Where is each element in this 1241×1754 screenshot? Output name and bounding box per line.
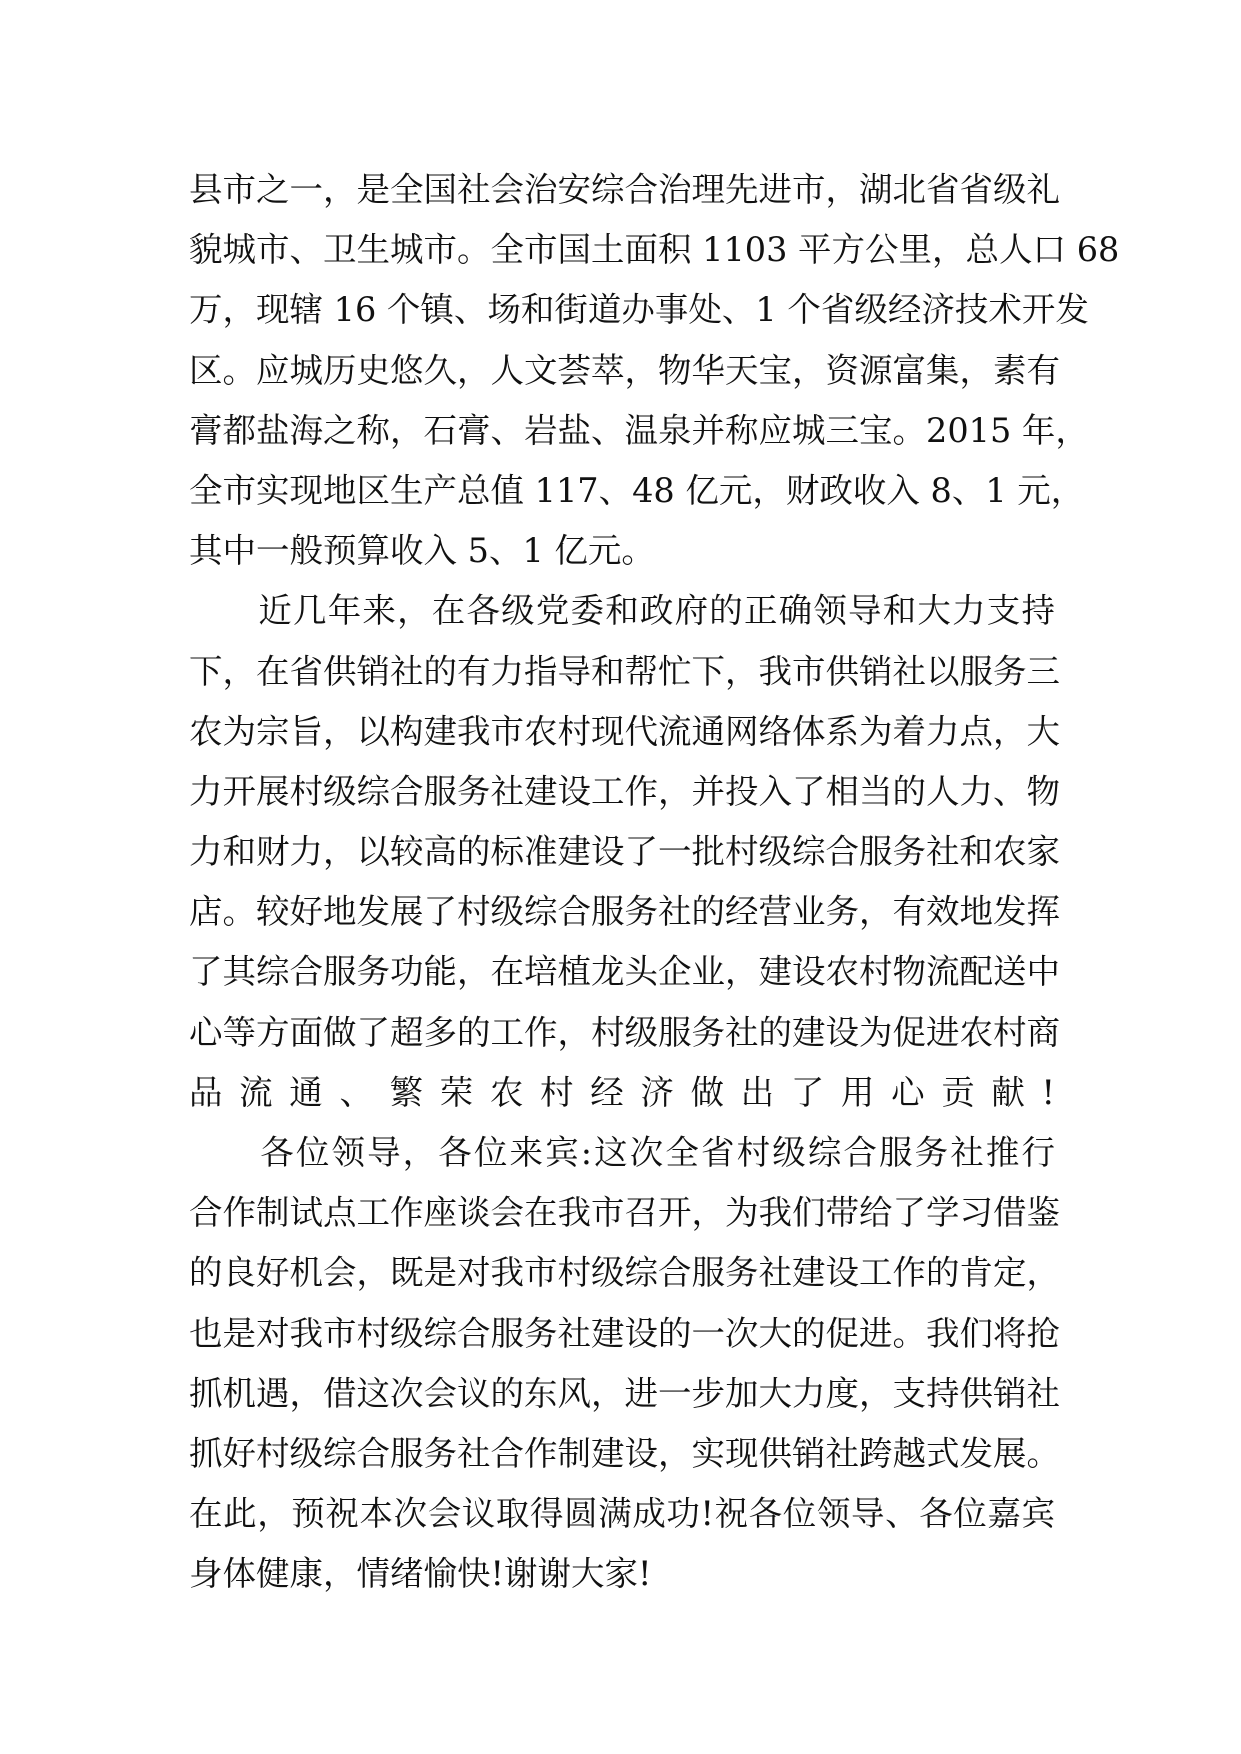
text-line: 近几年来，在各级党委和政府的正确领导和大力支持 bbox=[189, 591, 1055, 631]
text-line: 的良好机会，既是对我市村级综合服务社建设工作的肯定， bbox=[189, 1253, 1060, 1293]
text-line: 县市之一，是全国社会治安综合治理先进市，湖北省省级礼 bbox=[189, 170, 1060, 209]
text-line: 力开展村级综合服务社建设工作，并投入了相当的人力、物 bbox=[189, 771, 1060, 811]
text-line: 膏都盐海之称，石膏、岩盐、温泉并称应城三宝。2015 年， bbox=[189, 410, 1089, 450]
text-line: 在此，预祝本次会议取得圆满成功!祝各位领导、各位嘉宾 bbox=[189, 1494, 1055, 1534]
text-line: 万，现辖 16 个镇、场和街道办事处、1 个省级经济技术开发 bbox=[189, 290, 1089, 330]
text-line: 抓好村级综合服务社合作制建设，实现供销社跨越式发展。 bbox=[189, 1433, 1060, 1473]
text-line: 其中一般预算收入 5、1 亿元。 bbox=[189, 531, 655, 571]
text-line: 貌城市、卫生城市。全市国土面积 1103 平方公里，总人口 68 bbox=[189, 230, 1120, 270]
text-line: 力和财力，以较高的标准建设了一批村级综合服务社和农家 bbox=[189, 832, 1060, 872]
paragraph-2 bbox=[189, 581, 1060, 1123]
text-line: 品流通、繁荣农村经济做出了用心贡献! bbox=[189, 1072, 1055, 1112]
text-line: 合作制试点工作座谈会在我市召开，为我们带给了学习借鉴 bbox=[189, 1193, 1060, 1233]
text-line: 也是对我市村级综合服务社建设的一次大的促进。我们将抢 bbox=[189, 1313, 1060, 1353]
text-line: 区。应城历史悠久，人文荟萃，物华天宝，资源富集，素有 bbox=[189, 350, 1060, 390]
text-line: 农为宗旨，以构建我市农村现代流通网络体系为着力点，大 bbox=[189, 711, 1060, 751]
text-line: 心等方面做了超多的工作，村级服务社的建设为促进农村商 bbox=[189, 1012, 1060, 1052]
paragraph-3 bbox=[189, 1123, 1060, 1605]
text-line: 抓机遇，借这次会议的东风，进一步加大力度，支持供销社 bbox=[189, 1373, 1060, 1413]
text-line: 全市实现地区生产总值 117、48 亿元，财政收入 8、1 元， bbox=[189, 470, 1085, 510]
text-line: 各位领导，各位来宾:这次全省村级综合服务社推行 bbox=[189, 1133, 1055, 1172]
document-body bbox=[189, 160, 1120, 1605]
text-line: 了其综合服务功能，在培植龙头企业，建设农村物流配送中 bbox=[189, 952, 1060, 992]
paragraph-1 bbox=[189, 160, 1120, 581]
text-line: 店。较好地发展了村级综合服务社的经营业务，有效地发挥 bbox=[189, 892, 1060, 932]
text-line: 身体健康，情绪愉快!谢谢大家! bbox=[189, 1554, 652, 1594]
text-line: 下，在省供销社的有力指导和帮忙下，我市供销社以服务三 bbox=[189, 651, 1060, 691]
